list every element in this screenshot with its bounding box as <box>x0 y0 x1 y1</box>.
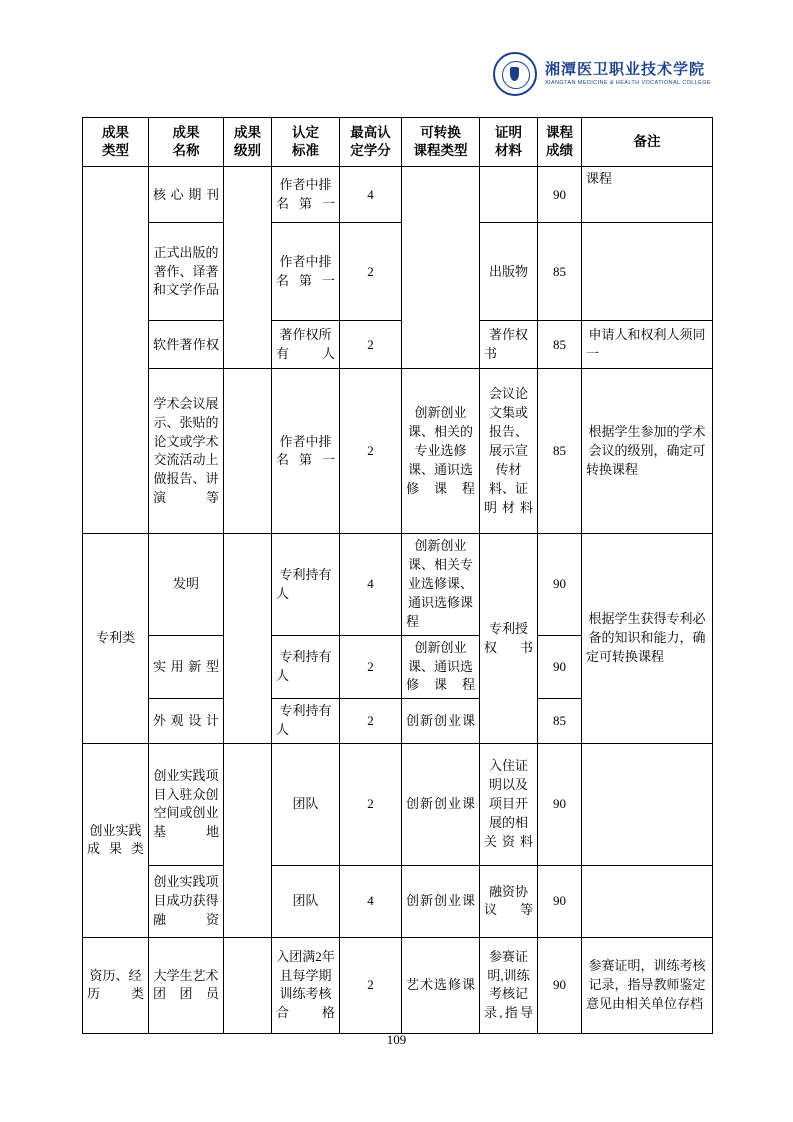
cell-credit: 2 <box>340 699 402 744</box>
cell-standard: 作者中排名第一 <box>272 369 340 534</box>
cell-category-blank <box>83 167 149 534</box>
cell-proof: 会议论文集或报告、展示宣传材料、证明材料 <box>480 369 538 534</box>
cell-category: 创业实践成果类 <box>83 743 149 937</box>
cell-score: 90 <box>538 635 582 699</box>
table-header-row <box>83 118 713 167</box>
table-row <box>83 534 713 635</box>
college-name-en: XIANGTAN MEDICINE & HEALTH VOCATIONAL COLLEGE <box>544 80 711 87</box>
cell-course-type: 创新创业课 <box>402 865 480 937</box>
cell-course-type: 创新创业课 <box>402 699 480 744</box>
cell-score: 90 <box>538 534 582 635</box>
cell-proof: 融资协议等 <box>480 865 538 937</box>
cell-name: 大学生艺术团团员 <box>149 937 224 1033</box>
cell-standard: 专利持有人 <box>272 534 340 635</box>
cell-standard: 专利持有人 <box>272 635 340 699</box>
cell-proof: 入住证明以及项目开展的相关资料 <box>480 743 538 865</box>
cell-remark: 课程 <box>582 167 713 223</box>
cell-level <box>224 937 272 1033</box>
achievement-credit-table <box>82 117 713 1034</box>
cell-standard: 团队 <box>272 743 340 865</box>
cell-remark: 根据学生参加的学术会议的级别，确定可转换课程 <box>582 369 713 534</box>
cell-proof: 著作权书 <box>480 321 538 369</box>
cell-course-type: 创新创业课、通识选修课程 <box>402 635 480 699</box>
header-category: 成果 类型 <box>83 118 149 167</box>
cell-remark: 参赛证明，训练考核记录，指导教师鉴定意见由相关单位存档 <box>582 937 713 1033</box>
cell-credit: 2 <box>340 937 402 1033</box>
cell-proof: 参赛证明,训练考核记录,指导 <box>480 937 538 1033</box>
cell-course-type: 创新创业课、相关专业选修课、通识选修课程 <box>402 534 480 635</box>
cell-score: 85 <box>538 699 582 744</box>
cell-standard: 作者中排名第一 <box>272 167 340 223</box>
cell-course-type: 艺术选修课 <box>402 937 480 1033</box>
header-level: 成果 级别 <box>224 118 272 167</box>
page-number: 109 <box>386 1032 407 1047</box>
cell-credit: 2 <box>340 321 402 369</box>
cell-proof: 出版物 <box>480 223 538 321</box>
header-remark: 备注 <box>582 118 713 167</box>
table-row <box>83 167 713 223</box>
cell-remark: 申请人和权利人须同一 <box>582 321 713 369</box>
header-course-type: 可转换 课程类型 <box>402 118 480 167</box>
cell-level <box>224 167 272 369</box>
table-row <box>83 369 713 534</box>
cell-credit: 2 <box>340 743 402 865</box>
college-name-cn: 湘潭医卫职业技术学院 <box>544 61 705 78</box>
table-row <box>83 223 713 321</box>
cell-name: 实用新型 <box>149 635 224 699</box>
cell-level <box>224 534 272 743</box>
cell-remark <box>582 223 713 321</box>
cell-remark: 根据学生获得专利必备的知识和能力，确定可转换课程 <box>582 534 713 743</box>
cell-score: 85 <box>538 369 582 534</box>
cell-standard: 团队 <box>272 865 340 937</box>
cell-score: 90 <box>538 937 582 1033</box>
header-standard: 认定 标准 <box>272 118 340 167</box>
cell-credit: 2 <box>340 223 402 321</box>
cell-credit: 4 <box>340 865 402 937</box>
college-logo-text <box>545 62 711 87</box>
table-row <box>83 743 713 865</box>
cell-name: 正式出版的著作、译著和文学作品 <box>149 223 224 321</box>
header-name: 成果 名称 <box>149 118 224 167</box>
cell-standard: 入团满2年且每学期训练考核合格 <box>272 937 340 1033</box>
cell-score: 90 <box>538 865 582 937</box>
cell-score: 90 <box>538 167 582 223</box>
header-max-credit: 最高认 定学分 <box>340 118 402 167</box>
table-row <box>83 865 713 937</box>
college-seal-icon <box>493 52 537 96</box>
cell-standard: 专利持有人 <box>272 699 340 744</box>
cell-standard: 著作权所有人 <box>272 321 340 369</box>
cell-name: 创业实践项目入驻众创空间或创业基地 <box>149 743 224 865</box>
cell-name: 核心期刊 <box>149 167 224 223</box>
cell-score: 85 <box>538 321 582 369</box>
cell-credit: 2 <box>340 635 402 699</box>
cell-remark <box>582 865 713 937</box>
cell-remark <box>582 743 713 865</box>
cell-name: 创业实践项目成功获得融资 <box>149 865 224 937</box>
cell-level <box>224 369 272 534</box>
cell-proof <box>480 167 538 223</box>
cell-course-type: 创新创业课、相关的专业选修课、通识选修课程 <box>402 369 480 534</box>
header-score: 课程 成绩 <box>538 118 582 167</box>
cell-name: 学术会议展示、张贴的论文或学术交流活动上做报告、讲演等 <box>149 369 224 534</box>
cell-score: 90 <box>538 743 582 865</box>
college-logo <box>493 52 711 96</box>
cell-proof: 专利授权书 <box>480 534 538 743</box>
cell-category: 专利类 <box>83 534 149 743</box>
table-row <box>83 937 713 1033</box>
cell-name: 发明 <box>149 534 224 635</box>
cell-credit: 4 <box>340 167 402 223</box>
cell-course-type <box>402 167 480 369</box>
table-row <box>83 321 713 369</box>
cell-level <box>224 743 272 937</box>
cell-course-type: 创新创业课 <box>402 743 480 865</box>
cell-credit: 2 <box>340 369 402 534</box>
cell-name: 软件著作权 <box>149 321 224 369</box>
cell-credit: 4 <box>340 534 402 635</box>
cell-standard: 作者中排名第一 <box>272 223 340 321</box>
header-proof: 证明 材料 <box>480 118 538 167</box>
cell-score: 85 <box>538 223 582 321</box>
cell-category: 资历、经历类 <box>83 937 149 1033</box>
cell-name: 外观设计 <box>149 699 224 744</box>
